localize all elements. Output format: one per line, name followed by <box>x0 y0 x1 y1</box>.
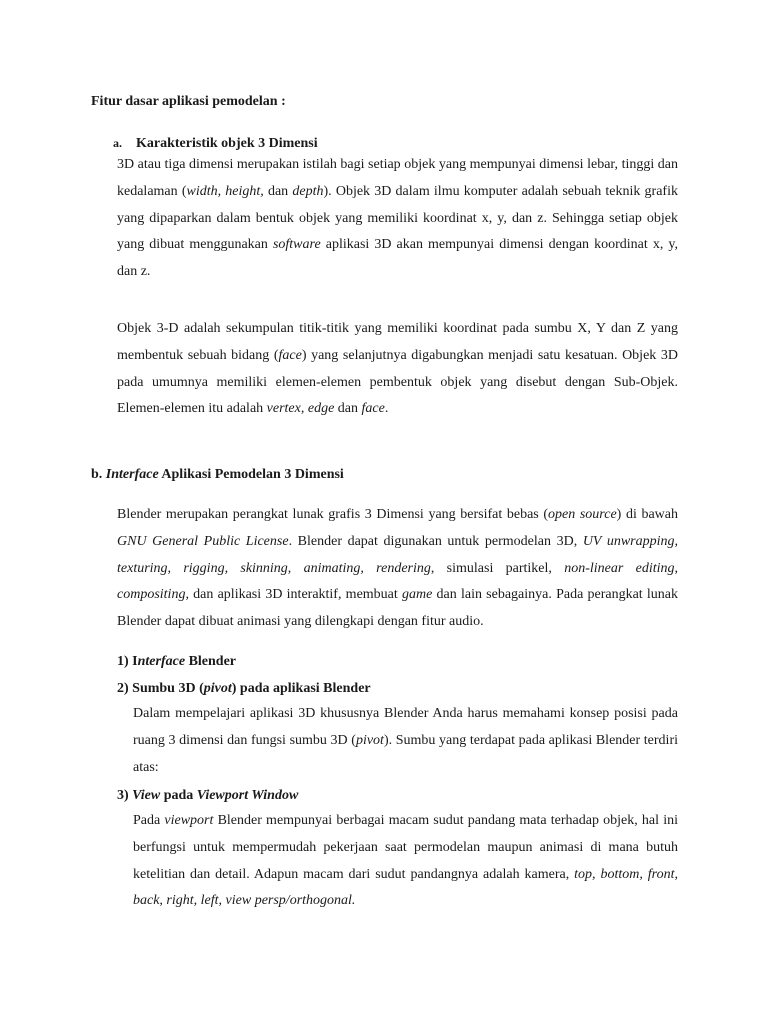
section-b-paragraph: Blender merupakan perangkat lunak grafis 3 Dimensi yang bersifat bebas (open source) di bawah GNU General Public License. Blender dapat digunakan untuk permodelan 3D, UV unwrapping, texturing, rigging, skinning, animating, rendering, simulasi partikel, non-linear editing, compositing, dan aplikasi 3D interaktif, membuat game dan lain sebagainya. Pada perangkat lunak Blender dapat dibuat animasi yang dilengkapi dengan fitur audio. <box>117 507 678 630</box>
section-a-paragraph-1: 3D atau tiga dimensi merupakan istilah bagi setiap objek yang mempunyai dimensi lebar, tinggi dan kedalaman (width, height, dan depth). Objek 3D dalam ilmu komputer adalah sebuah teknik grafik yang dipaparkan dalam bentuk objek yang memiliki koordinat x, y, dan z. Sehingga setiap objek yang dibuat menggunakan software aplikasi 3D akan mempunyai dimensi dengan koordinat x, y, dan z. <box>117 157 678 280</box>
section-a-marker: a. <box>113 136 122 150</box>
section-a-title: a. Karakteristik objek 3 Dimensi <box>113 136 318 151</box>
list-item-3-body: Pada viewport Blender mempunyai berbagai macam sudut pandang mata terhadap objek, hal ini berfungsi untuk mempermudah pekerjaan saat permodelan maupun animasi di mana butuh ketelitian dan detail. Adapun macam dari sudut pandangnya adalah kamera, top, bottom, front, back, right, left, view persp/orthogonal. <box>133 813 678 909</box>
document-heading: Fitur dasar aplikasi pemodelan : <box>91 94 286 109</box>
list-item-1-title: 1) Interface Blender <box>117 654 237 669</box>
section-a-paragraph-2: Objek 3-D adalah sekumpulan titik-titik yang memiliki koordinat pada sumbu X, Y dan Z yang membentuk sebuah bidang (face) yang selanjutnya digabungkan menjadi satu kesatuan. Objek 3D pada umumnya memiliki elemen-elemen pembentuk objek yang disebut dengan Sub-Objek. Elemen-elemen itu adalah vertex, edge dan face. <box>117 321 678 417</box>
list-item-3-title: 3) View pada Viewport Window <box>117 788 299 803</box>
list-item-2-title: 2) Sumbu 3D (pivot) pada aplikasi Blender <box>117 681 371 696</box>
section-b-title: b. Interface Aplikasi Pemodelan 3 Dimensi <box>91 467 344 482</box>
list-item-2-body: Dalam mempelajari aplikasi 3D khususnya Blender Anda harus memahami konsep posisi pada ruang 3 dimensi dan fungsi sumbu 3D (pivot). Sumbu yang terdapat pada aplikasi Blender terdiri atas: <box>133 706 678 775</box>
